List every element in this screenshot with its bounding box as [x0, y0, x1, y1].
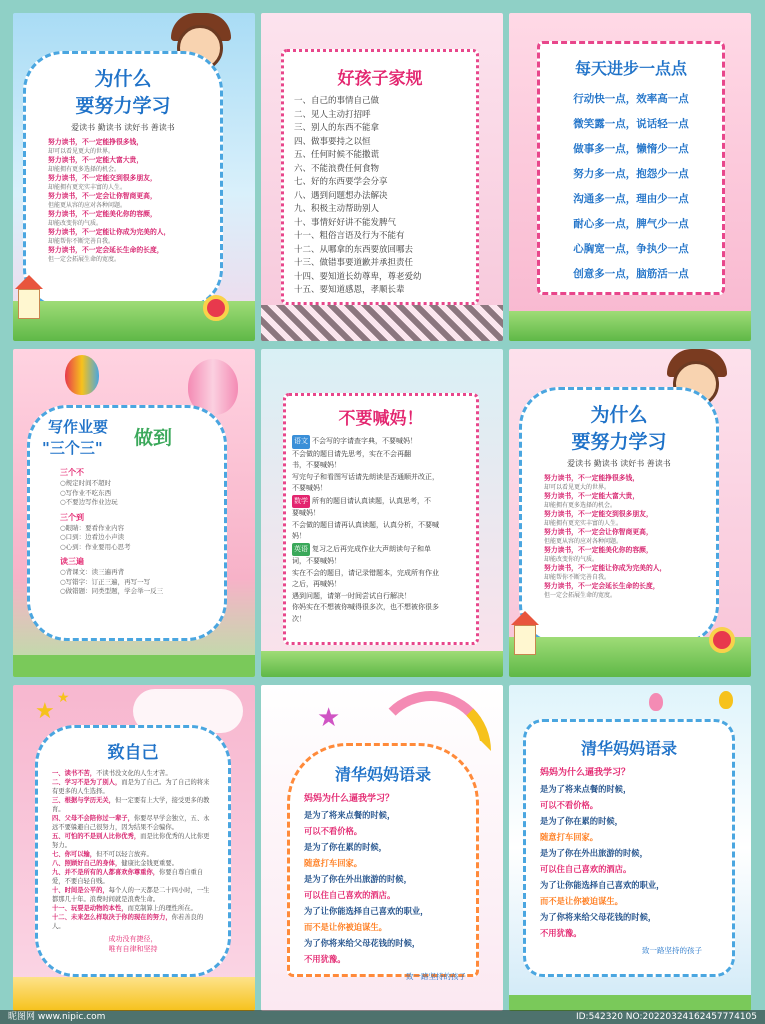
- poster-to-myself: [13, 685, 255, 1011]
- mom-line: [292, 602, 470, 614]
- quote-line: 不用犹豫。: [304, 954, 346, 964]
- poster-tsinghua-mom-1: [261, 685, 503, 1011]
- item-highlight: 九、并不是所有的人都喜欢你尊重你，: [52, 869, 160, 876]
- item-highlight: 八、照顾好自己的身体，: [52, 860, 122, 867]
- poster-homework-rules: [13, 349, 255, 677]
- poster-tsinghua-mom-2: [509, 685, 751, 1011]
- mom-line: [292, 543, 470, 557]
- to-myself-item: [52, 859, 214, 868]
- smiling-stars-decoration: [13, 977, 255, 1011]
- quote-cloud: [523, 719, 735, 977]
- rule-item: 一、自己的事情自己做: [294, 96, 380, 106]
- mom-line-text: 书，不要喊妈！: [292, 461, 341, 469]
- mom-line: [292, 460, 470, 472]
- quote-line: 随意打车回家。: [540, 832, 599, 842]
- question: 妈妈为什么逼我学习？: [304, 794, 395, 804]
- house-roof: [511, 611, 539, 625]
- mom-line: [292, 508, 470, 520]
- item-highlight: 十二、未来怎么样取决于你的现在的努力，: [52, 914, 172, 921]
- mom-line: [292, 591, 470, 603]
- watermark-left: 昵图网 www.nipic.com: [8, 1012, 106, 1022]
- rule-item: 二、见人主动打招呼: [294, 109, 371, 120]
- item-text: 而是为了自己。为了自己的将来有更多的人生选择。: [52, 779, 210, 795]
- reason-highlight: 努力读书，不一定能让你成为完美的人，: [48, 228, 171, 236]
- section-item: ○口到：边看边小声读: [60, 533, 125, 541]
- to-myself-item: [52, 850, 214, 859]
- hot-air-balloon-icon: [65, 355, 99, 395]
- section-item: ○规定时间不超时: [60, 479, 112, 487]
- to-myself-item: [52, 913, 214, 931]
- reason-highlight: 努力读书，不一定能大富大贵，: [544, 492, 640, 500]
- item-text: 不读书没文化的人生才苦。: [96, 770, 172, 777]
- sign-line-2: 唯有自律和坚持: [108, 945, 158, 953]
- progress-item: 耐心多一点，脾气少一点: [573, 218, 689, 230]
- rule-item: 十二、从哪拿的东西要放回哪去: [294, 244, 414, 255]
- to-myself-item: [52, 868, 214, 886]
- reason-highlight: 努力读书，不一定能交到很多朋友，: [544, 510, 653, 518]
- mom-line-text: 不会写的字请查字典，不要喊妈！: [312, 437, 417, 445]
- progress-item: 沟通多一点，理由少一点: [573, 193, 689, 205]
- mom-line-text: 词，不要喊妈！: [292, 557, 341, 565]
- mom-line-text: 所有的题目请认真读题，认真思考，不: [312, 496, 431, 505]
- reason-highlight: 努力读书，不一定会让你智商更高，: [544, 528, 653, 536]
- mom-line: [292, 568, 470, 580]
- reason-subtext: 却能帮你不断完善自我。: [544, 574, 611, 581]
- reason-subtext: 却能帮你不断完善自我。: [48, 238, 115, 245]
- reason-highlight: 努力读书，不一定能挣很多钱，: [544, 474, 640, 482]
- quote-line: 是为了你在外出旅游的时候，: [304, 874, 412, 884]
- mom-line: [292, 579, 470, 591]
- quote-line: 随意打车回家。: [304, 858, 363, 868]
- rule-item: 十、事情好好讲不能发脾气: [294, 217, 397, 228]
- section-item: ○心到：作业要用心思考: [60, 542, 131, 551]
- to-myself-item: [52, 832, 214, 850]
- quote-line: 而不是让你被迫谋生。: [540, 896, 623, 906]
- mom-line-text: 遇到问题，请第一时间尝试自行解决！: [292, 591, 411, 600]
- mom-line: [292, 472, 470, 484]
- rule-item: 六、不能浪费任何食物: [294, 163, 380, 174]
- rule-item: 十一、粗俗言语及行为不能有: [294, 231, 405, 241]
- subtitle: 爱读书 勤读书 读好书 善读书: [71, 123, 175, 132]
- section-heading: 三个不: [60, 468, 84, 477]
- title-line-2: "三个三": [42, 439, 103, 457]
- quote-line: 是为了你在累的时候，: [304, 842, 387, 852]
- title: 清华妈妈语录: [334, 765, 431, 784]
- item-highlight: 二、学习不是为了别人，: [52, 779, 122, 786]
- reason-subtext: 但能更从容的应对各种问题。: [544, 538, 623, 545]
- reason-subtext: 却能拥有更多选择的机会。: [544, 502, 617, 509]
- to-myself-item: [52, 904, 214, 913]
- mom-line-text: 次！: [292, 614, 306, 623]
- title-line-1: 为什么: [94, 68, 152, 90]
- item-text: 健康比金钱更重要。: [121, 860, 178, 867]
- reasons-list: [26, 138, 220, 264]
- quote-line: 是为了将来点餐的时候，: [540, 784, 632, 794]
- reason-highlight: 努力读书，不一定能让你成为完美的人，: [544, 564, 667, 572]
- title-line-1: 为什么: [590, 404, 648, 426]
- poster-dont-call-mom: [261, 349, 503, 677]
- section-item: ○不要边写作业边玩: [60, 498, 118, 506]
- to-myself-item: [52, 796, 214, 814]
- title: 好孩子家规: [337, 69, 423, 89]
- homework-sections: [30, 467, 224, 597]
- sign: 致一路坚持的孩子: [406, 972, 466, 981]
- checkered-track-decoration: [261, 305, 503, 341]
- quote-line: 为了让你能选择自己喜欢的职业，: [540, 880, 665, 890]
- progress-item: 行动快一点，效率高一点: [573, 93, 689, 105]
- watermark-right: ID:542320 NO:20220324162457774105: [575, 1012, 757, 1022]
- section-heading: 读三遍: [60, 557, 84, 566]
- reason-highlight: 努力读书，不一定能美化你的容颜，: [544, 546, 653, 554]
- item-text: 但一定要有上大学，接受更多的教育。: [52, 797, 210, 813]
- rainbow-decoration: [371, 691, 491, 751]
- star-icon: ★: [317, 703, 341, 733]
- progress-item: 创意多一点，脑筋活一点: [573, 268, 689, 280]
- rule-item: 五、任何时候不能撒谎: [294, 150, 380, 160]
- reason-subtext: 却可以看见更大的世界。: [544, 484, 611, 491]
- progress-item: 心胸宽一点，争执少一点: [573, 243, 689, 255]
- flower-decoration: [203, 295, 229, 321]
- quote-lines: [526, 781, 732, 941]
- poster-house-rules: [261, 13, 503, 341]
- quote-line: 是为了将来点餐的时候，: [304, 810, 396, 820]
- item-highlight: 五、可怕的不是别人比你优秀，: [52, 833, 141, 840]
- reason-highlight: 努力读书，不一定能大富大贵，: [48, 156, 144, 164]
- to-myself-item: [52, 886, 214, 904]
- poster-why-study-2: [509, 349, 751, 677]
- house-roof: [15, 275, 43, 289]
- item-highlight: 十一、玩耍是动物的本性，: [52, 905, 128, 912]
- mom-line-text: 之后，再喊妈！: [292, 580, 341, 588]
- item-text: 但不可以轻言放弃。: [96, 851, 153, 858]
- question: 妈妈为什么逼我学习？: [540, 768, 631, 778]
- reason-subtext: 却可以看见更大的世界。: [48, 148, 115, 155]
- grass-ground: [509, 995, 751, 1011]
- section-item: ○背课文：读三遍再背: [60, 568, 125, 576]
- reasons-list: [522, 474, 716, 600]
- rule-item: 十三、做错事要道歉并承担责任: [294, 258, 414, 268]
- reason-subtext: 但能更从容的应对各种问题。: [48, 202, 127, 209]
- reason-highlight: 努力读书，不一定能美化你的容颜，: [48, 210, 157, 218]
- section-item: ○眼睛：要看作业内容: [60, 523, 125, 532]
- mom-line: [292, 531, 470, 543]
- progress-item: 做事多一点，懒惰少一点: [573, 143, 689, 155]
- title: 不要喊妈！: [338, 409, 424, 429]
- section-item: ○做错题：同类型题，学会举一反三: [60, 587, 164, 595]
- reason-highlight: 努力读书，不一定能交到很多朋友，: [48, 174, 157, 182]
- quote-line: 为了让你能选择自己喜欢的职业，: [304, 906, 429, 916]
- progress-item: 微笑露一点，说话轻一点: [573, 118, 689, 130]
- hot-air-balloon-icon: [719, 691, 733, 709]
- section-item: ○写错字：订正三遍，再写一写: [60, 577, 151, 586]
- quote-card: [287, 743, 479, 981]
- sign-line-1: 成功没有捷径，: [108, 935, 158, 943]
- progress-card: [537, 41, 725, 295]
- title: 清华妈妈语录: [580, 739, 677, 758]
- progress-list: [540, 87, 722, 287]
- grass-ground: [13, 655, 255, 677]
- item-highlight: 四、父母不会陪你过一辈子，: [52, 815, 134, 822]
- poster-daily-progress: [509, 13, 751, 341]
- to-myself-list: [38, 769, 228, 931]
- quote-line: 为了你将来给父母花钱的时候，: [304, 938, 421, 948]
- subject-tag: 英语: [292, 543, 310, 557]
- item-text: 你要自尊自重自爱，不要自轻自贱。: [52, 869, 204, 885]
- sign: 致一路坚持的孩子: [642, 946, 702, 955]
- to-myself-cloud: [35, 725, 231, 977]
- mom-line-text: 不会做的题目请再认真读题，认真分析，不要喊: [292, 520, 439, 529]
- house-decoration: [18, 289, 40, 319]
- mom-line: [292, 556, 470, 568]
- quote-lines: [290, 807, 476, 967]
- mom-line-text: 复习之后再完成作业大声朗读句子和单: [312, 544, 431, 553]
- rule-item: 九、积极主动帮助别人: [294, 204, 380, 214]
- watermark-bar: [0, 1010, 765, 1024]
- to-myself-item: [52, 778, 214, 796]
- progress-item: 努力多一点，抱怨少一点: [573, 168, 689, 180]
- title-line-1: 写作业要: [48, 418, 109, 436]
- item-highlight: 十、时间是公平的，: [52, 887, 109, 894]
- reason-highlight: 努力读书，不一定会延长生命的长度，: [544, 582, 660, 590]
- mom-line: [292, 483, 470, 495]
- reason-highlight: 努力读书，不一定会延长生命的长度，: [48, 246, 164, 254]
- section-heading: 三个到: [60, 512, 84, 522]
- mom-line: [292, 614, 470, 626]
- title-line-2: 要努力学习: [571, 431, 667, 453]
- rule-item: 十五、要知道感恩，孝顺长辈: [294, 285, 405, 295]
- mom-line: [292, 435, 470, 449]
- quote-line: 可以不看价格。: [304, 826, 363, 836]
- subject-tag: 数学: [292, 495, 310, 509]
- quote-line: 可以住自己喜欢的酒店。: [304, 890, 396, 900]
- star-icon: ★: [35, 699, 55, 724]
- to-myself-item: [52, 814, 214, 832]
- reason-subtext: 但一定会拓展生命的宽度。: [48, 256, 121, 263]
- subtitle: 爱读书 勤读书 读好书 善读书: [567, 459, 671, 468]
- house-decoration: [514, 625, 536, 655]
- rule-item: 四、做事要持之以恒: [294, 136, 371, 147]
- rules-card: [281, 49, 479, 305]
- grass-ground: [509, 311, 751, 341]
- reason-subtext: 却能拥有更充实丰富的人生。: [544, 520, 623, 527]
- item-highlight: 一、读书不苦，: [52, 770, 97, 777]
- rule-item: 十四、要知道长幼尊卑，尊老爱幼: [294, 271, 422, 282]
- mom-line: [292, 495, 470, 509]
- rules-list: [284, 95, 476, 298]
- poster-why-study-1: [13, 13, 255, 341]
- reason-subtext: 却能拥有更多选择的机会。: [48, 166, 121, 173]
- mom-line-text: 你妈实在不想被你喊得很多次，也不想被你很多: [292, 603, 439, 611]
- mom-card: [283, 393, 479, 645]
- quote-line: 而不是让你被迫谋生。: [304, 922, 387, 932]
- title: 每天进步一点点: [574, 59, 687, 78]
- item-text: 你要尽早学会独立，五、永远不要躲避自己很努力，因为结果不会骗你。: [52, 815, 210, 831]
- quote-line: 是为了你在累的时候，: [540, 816, 623, 826]
- mom-line-text: 不会做的题目请先思考，实在不会再翻: [292, 449, 411, 458]
- quote-line: 可以不看价格。: [540, 800, 599, 810]
- grass-ground: [261, 651, 503, 677]
- item-highlight: 三、根据与学历无关，: [52, 797, 115, 804]
- mom-line-text: 实在不会的题目，请记录错题本，完成所有作业: [292, 568, 439, 577]
- mom-line: [292, 520, 470, 532]
- reason-subtext: 却能拥有更充实丰富的人生。: [48, 184, 127, 191]
- rule-item: 三、别人的东西不能拿: [294, 123, 380, 133]
- mom-line-text: 不要喊妈！: [292, 484, 327, 492]
- item-text: 而克制算上的理性所在。: [127, 905, 197, 912]
- quote-line: 为了你将来给父母花钱的时候，: [540, 912, 657, 922]
- reason-subtext: 但一定会拓展生命的宽度。: [544, 592, 617, 599]
- quote-line: 可以住自己喜欢的酒店。: [540, 864, 632, 874]
- text-cloud: [519, 387, 719, 645]
- reason-subtext: 却能改变你的气质。: [544, 556, 599, 563]
- reason-highlight: 努力读书，不一定能挣很多钱，: [48, 138, 144, 146]
- subject-tag: 语文: [292, 435, 310, 449]
- mom-line: [292, 449, 470, 461]
- quote-line: 不用犹豫。: [540, 928, 582, 938]
- text-cloud: [23, 51, 223, 309]
- rule-item: 七、好的东西要学会分享: [294, 177, 388, 187]
- reason-highlight: 努力读书，不一定会让你智商更高，: [48, 192, 157, 200]
- homework-cloud: [27, 405, 227, 641]
- item-highlight: 七、你可以输，: [52, 851, 97, 858]
- title-line-2: 要努力学习: [75, 95, 171, 117]
- section-item: ○写作业不吃东西: [60, 488, 112, 497]
- rule-item: 八、遇到问题想办法解决: [294, 190, 388, 201]
- star-icon: ★: [57, 690, 70, 706]
- mom-line-text: 妈！: [292, 532, 306, 540]
- to-myself-item: [52, 769, 214, 778]
- quote-line: 是为了你在外出旅游的时候，: [540, 848, 648, 858]
- flower-decoration: [709, 627, 735, 653]
- mom-line-text: 写完句子和看图写话请先朗读是否通顺并改正，: [292, 472, 439, 481]
- mom-lines: [286, 435, 476, 625]
- title: 致自己: [107, 743, 159, 763]
- item-text: 而是比你优秀的人比你更努力。: [52, 833, 210, 849]
- reason-subtext: 却能改变你的气质。: [48, 220, 103, 227]
- mom-line-text: 要喊妈！: [292, 509, 320, 517]
- title-line-3: 做到: [134, 427, 173, 449]
- item-text: 你若善良的人。: [52, 914, 204, 930]
- hot-air-balloon-icon: [649, 693, 663, 711]
- item-text: 每个人的一天都是二十四小时，一生都那几十年。浪费时间就是浪费生命。: [52, 887, 210, 903]
